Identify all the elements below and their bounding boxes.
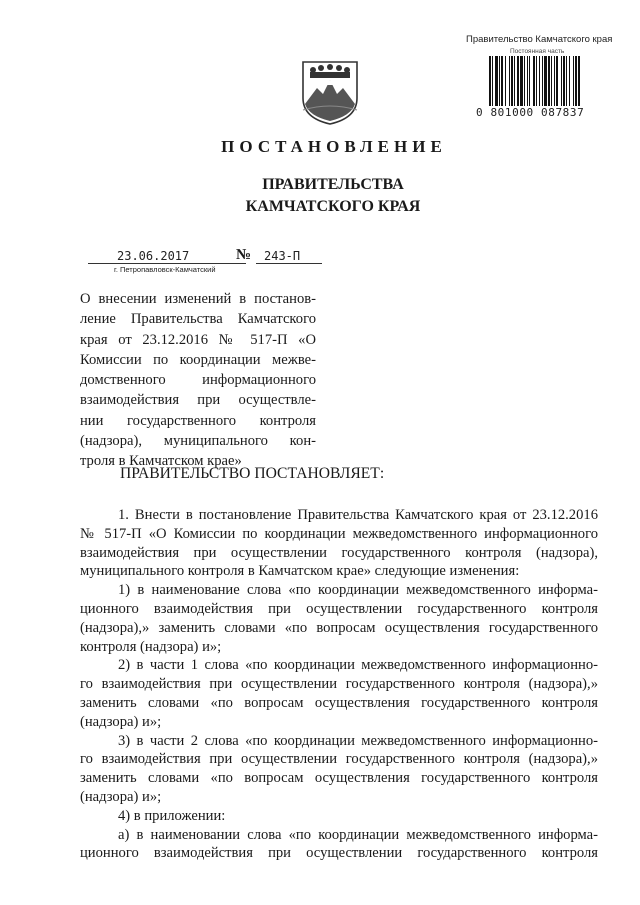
body-line: 4) в приложении: — [118, 807, 226, 824]
barcode — [487, 56, 615, 108]
subject-line: Комиссии по координации межве- — [80, 351, 316, 368]
body-line: го взаимодействия при осуществлении государственного контроля (надзора),» — [80, 751, 598, 768]
resolves-heading: ПРАВИТЕЛЬСТВО ПОСТАНОВЛЯЕТ: — [120, 465, 385, 482]
document-city: г. Петропавловск-Камчатский — [114, 265, 216, 274]
body-line: взаимодействия при осуществлении государственного контроля (надзора), — [80, 544, 598, 561]
subject-line: взаимодействия при осуществле- — [80, 392, 316, 409]
subject-line: нии государственного контроля — [80, 412, 316, 429]
body-line: 1. Внести в постановление Правительства Камчатского края от 23.12.2016 — [118, 507, 598, 523]
document-subject — [80, 289, 316, 472]
body-line: 1) в наименование слова «по координации межведомственного информа- — [118, 582, 598, 599]
body-line: (надзора),» заменить словами «по вопросам осуществления государственного — [80, 619, 598, 636]
body-line: 2) в части 1 слова «по координации межведомственного информационно- — [118, 657, 598, 674]
subject-line: края от 23.12.2016 № 517-П «О — [80, 331, 316, 348]
subject-line: О внесении изменений в постанов- — [80, 291, 316, 307]
subject-line: (надзора), муниципального кон- — [80, 433, 316, 450]
document-title: ПОСТАНОВЛЕНИЕ — [221, 137, 447, 156]
subject-line: ление Правительства Камчатского — [80, 311, 316, 328]
body-line: ционного взаимодействия при осуществлении государственного контроля — [80, 600, 598, 617]
body-line: заменить словами «по вопросам осуществления государственного контроля — [80, 770, 598, 787]
coat-of-arms-icon — [299, 58, 361, 126]
document-date: 23.06.2017 — [117, 249, 190, 263]
date-underline — [88, 263, 246, 264]
stamp-doc-kind: Постоянная часть — [510, 48, 565, 55]
body-line: (надзора) и»; — [80, 788, 162, 805]
body-line: заменить словами «по вопросам осуществления государственного контроля — [80, 694, 598, 711]
document-body — [80, 506, 598, 863]
body-line: 3) в части 2 слова «по координации межведомственного информационно- — [118, 732, 598, 749]
barcode-digits: 0 801000 087837 — [476, 106, 585, 119]
body-line: контроля (надзора) и»; — [80, 638, 222, 655]
government-line-1: ПРАВИТЕЛЬСТВА — [262, 176, 404, 193]
body-line: (надзора) и»; — [80, 713, 162, 730]
subject-line: домственного информационного — [80, 372, 316, 389]
body-line: муниципального контроля в Камчатском крае» следующие изменения: — [80, 563, 520, 580]
stamp-org-name: Правительство Камчатского края — [466, 34, 613, 45]
body-line: а) в наименовании слова «по координации межведомственного информа- — [118, 826, 598, 843]
number-sign: № — [236, 247, 252, 263]
body-line: № 517-П «О Комиссии по координации межведомственного информационного — [80, 525, 598, 542]
government-line-2: КАМЧАТСКОГО КРАЯ — [245, 198, 421, 215]
body-line: ционного взаимодействия при осуществлении государственного контроля — [80, 845, 598, 862]
subject-line: троля в Камчатском крае» — [80, 453, 242, 470]
document-number: 243-П — [264, 249, 301, 263]
number-underline — [256, 263, 322, 264]
body-line: го взаимодействия при осуществлении государственного контроля (надзора),» — [80, 676, 598, 693]
